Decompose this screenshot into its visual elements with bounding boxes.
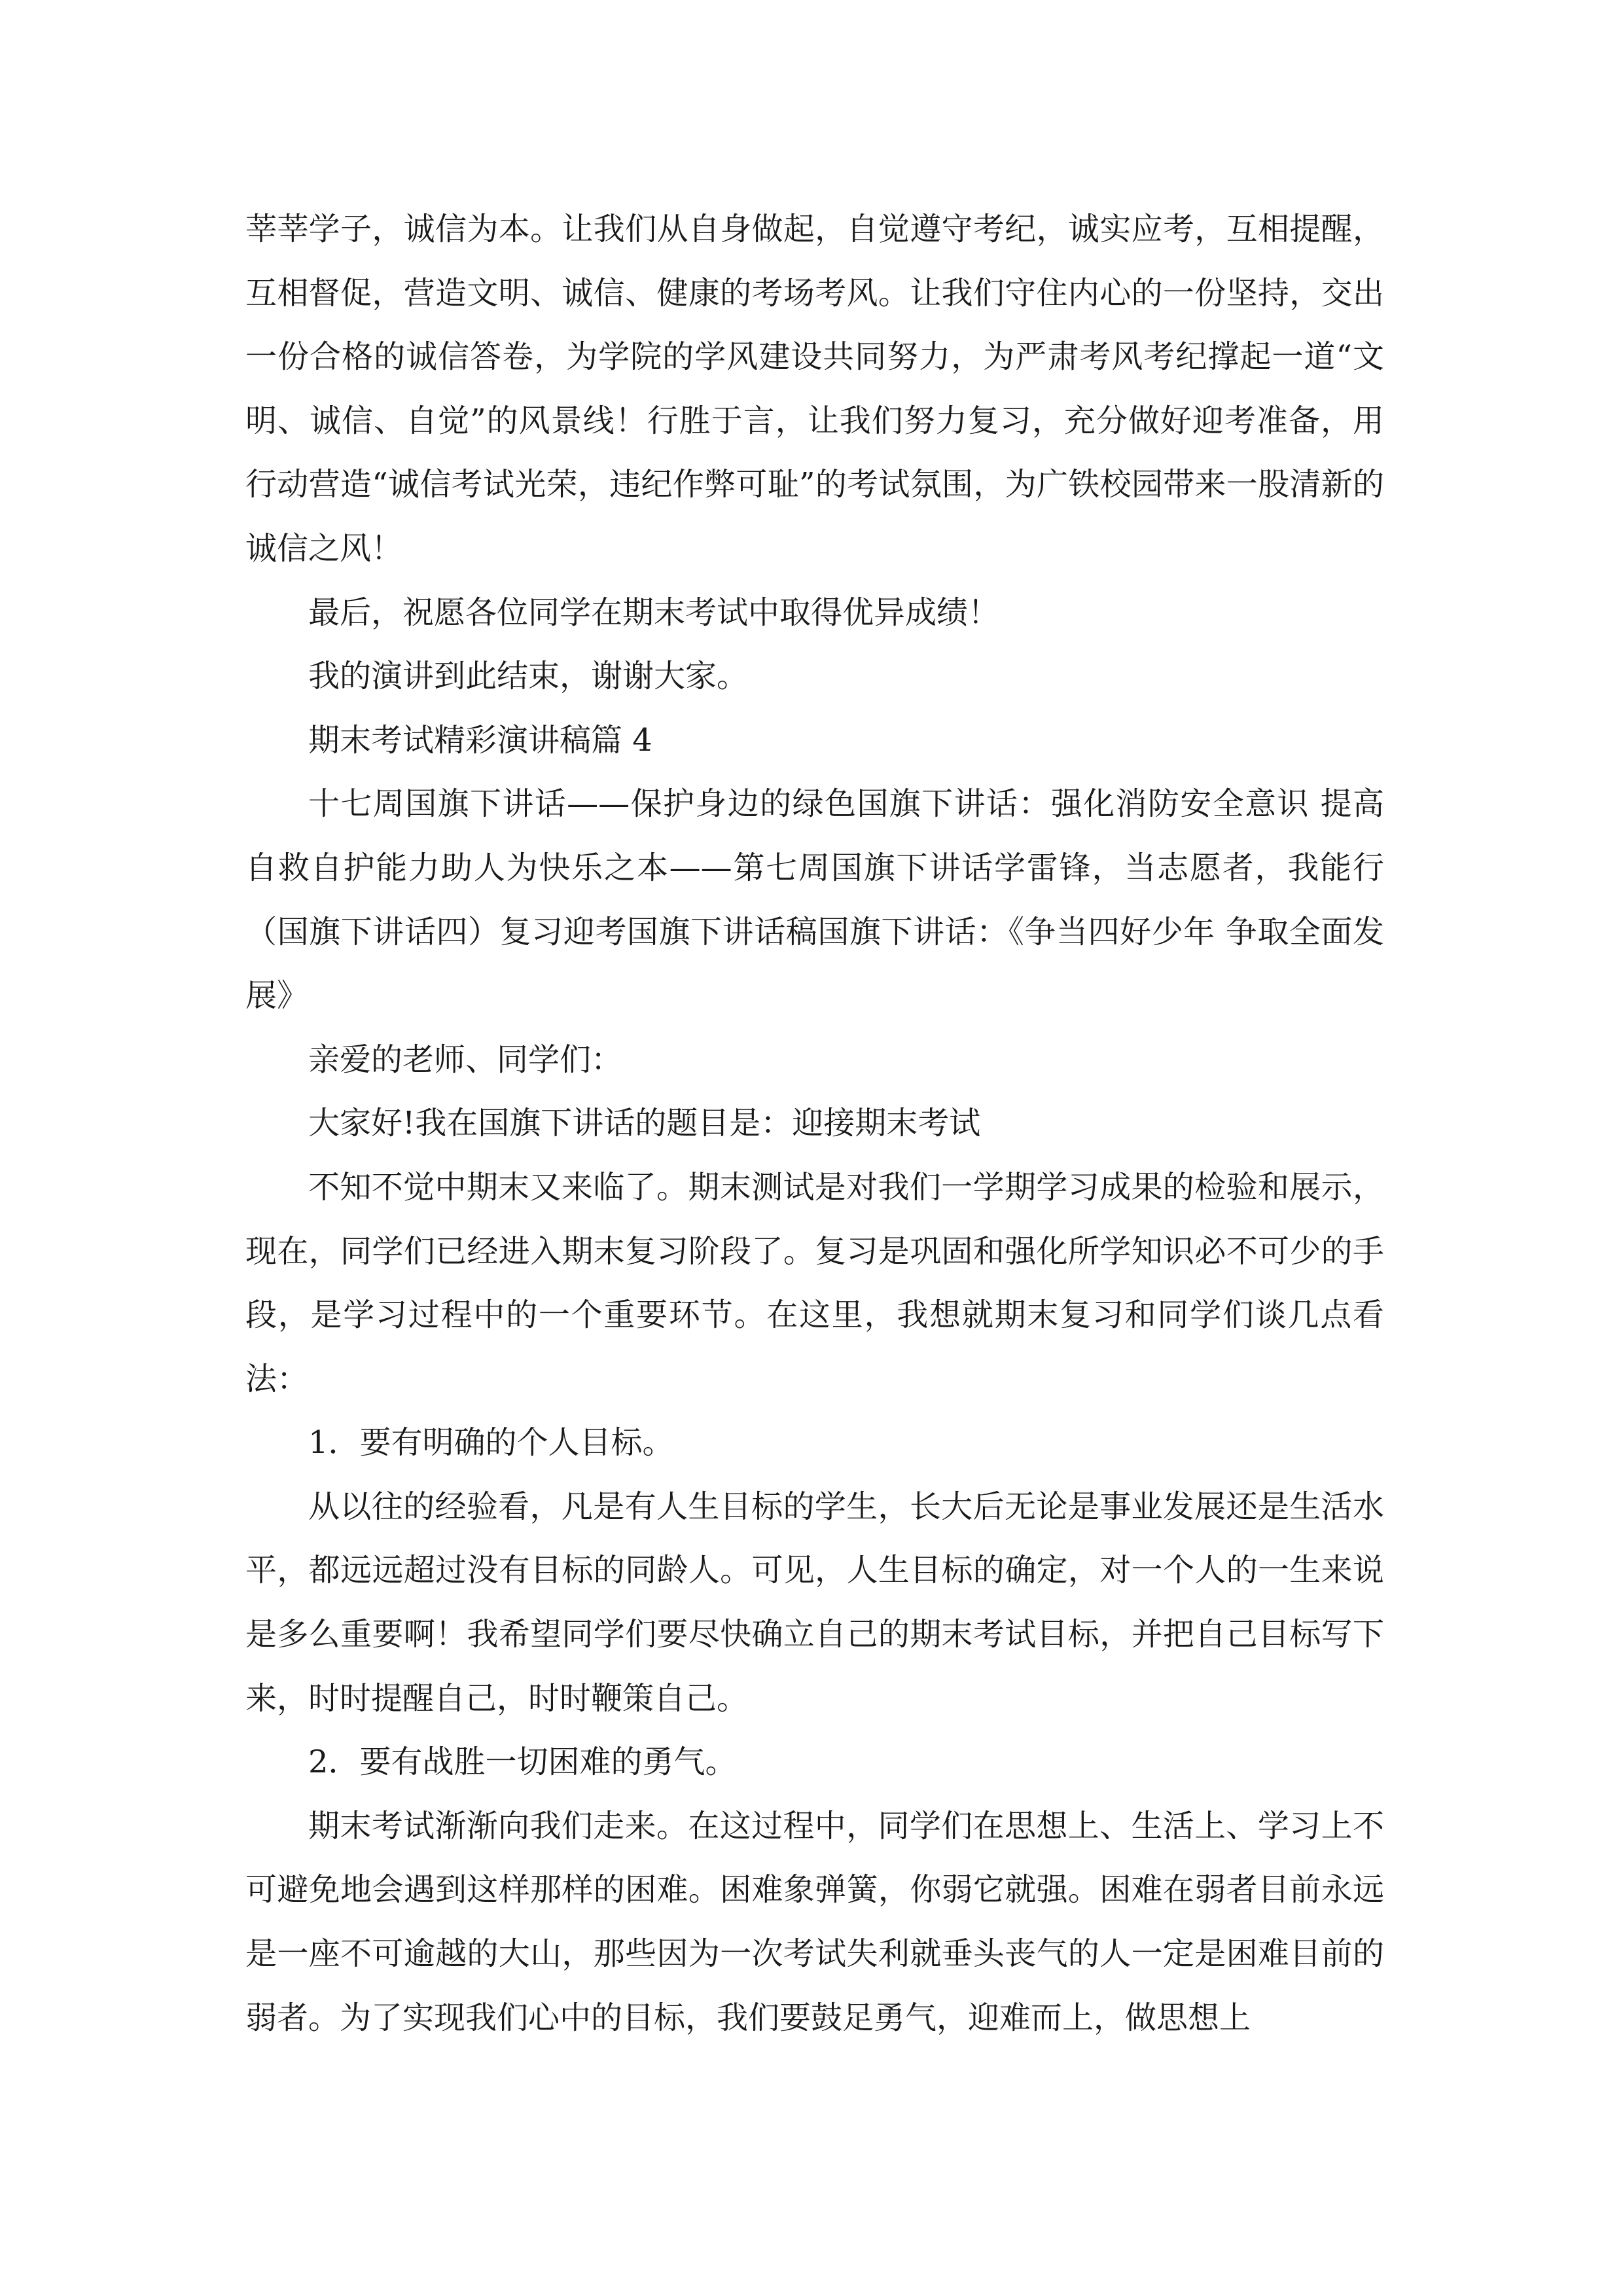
paragraph-speech-end: 我的演讲到此结束，谢谢大家。 xyxy=(308,658,749,695)
section-heading-speech-4: 期末考试精彩演讲稿篇 4 xyxy=(308,721,652,759)
paragraph-closing-appeal: 莘莘学子，诚信为本。让我们从自身做起，自觉遵守考纪，诚实应考，互相提醒，互相督促，营造文明、诚信、健康的考场考风。让我们守住内心的一份坚持，交出一份合格的诚信答卷，为学院的学风建设共同努力，为严肃考风考纪撑起一道“文明、诚信、自觉”的风景线！行胜于言，让我们努力复习，充分做好迎考准备，用行动营造“诚信考试光荣，违纪作弊可耻”的考试氛围，为广铁校园带来一股清新的诚信之风！ xyxy=(245,211,1384,567)
document-body xyxy=(245,198,1384,2050)
paragraph-speech-titles: 十七周国旗下讲话——保护身边的绿色国旗下讲话：强化消防安全意识 提高自救自护能力助人为快乐之本——第七周国旗下讲话学雷锋，当志愿者，我能行（国旗下讲话四）复习迎考国旗下讲话稿国旗下讲话：《争当四好少年 争取全面发展》 xyxy=(245,785,1384,1014)
list-point-1-heading: 1．要有明确的个人目标。 xyxy=(308,1424,674,1462)
paragraph-topic: 大家好!我在国旗下讲话的题目是：迎接期末考试 xyxy=(308,1105,981,1142)
list-point-2-body: 期末考试渐渐向我们走来。在这过程中，同学们在思想上、生活上、学习上不可避免地会遇到这样那样的困难。困难象弹簧，你弱它就强。困难在弱者目前永远是一座不可逾越的大山，那些因为一次考试失利就垂头丧气的人一定是困难目前的弱者。为了实现我们心中的目标，我们要鼓足勇气，迎难而上，做思想上 xyxy=(245,1807,1384,2036)
paragraph-intro: 不知不觉中期末又来临了。期末测试是对我们一学期学习成果的检验和展示，现在，同学们已经进入期末复习阶段了。复习是巩固和强化所学知识必不可少的手段，是学习过程中的一个重要环节。在这里，我想就期末复习和同学们谈几点看法： xyxy=(245,1168,1384,1397)
list-point-1-body: 从以往的经验看，凡是有人生目标的学生，长大后无论是事业发展还是生活水平，都远远超过没有目标的同龄人。可见，人生目标的确定，对一个人的一生来说是多么重要啊！我希望同学们要尽快确立自己的期末考试目标，并把自己目标写下来，时时提醒自己，时时鞭策自己。 xyxy=(245,1488,1384,1717)
list-point-2-heading: 2．要有战胜一切困难的勇气。 xyxy=(308,1744,737,1781)
paragraph-wishes: 最后，祝愿各位同学在期末考试中取得优异成绩！ xyxy=(308,594,1000,631)
paragraph-greeting: 亲爱的老师、同学们： xyxy=(308,1041,623,1078)
